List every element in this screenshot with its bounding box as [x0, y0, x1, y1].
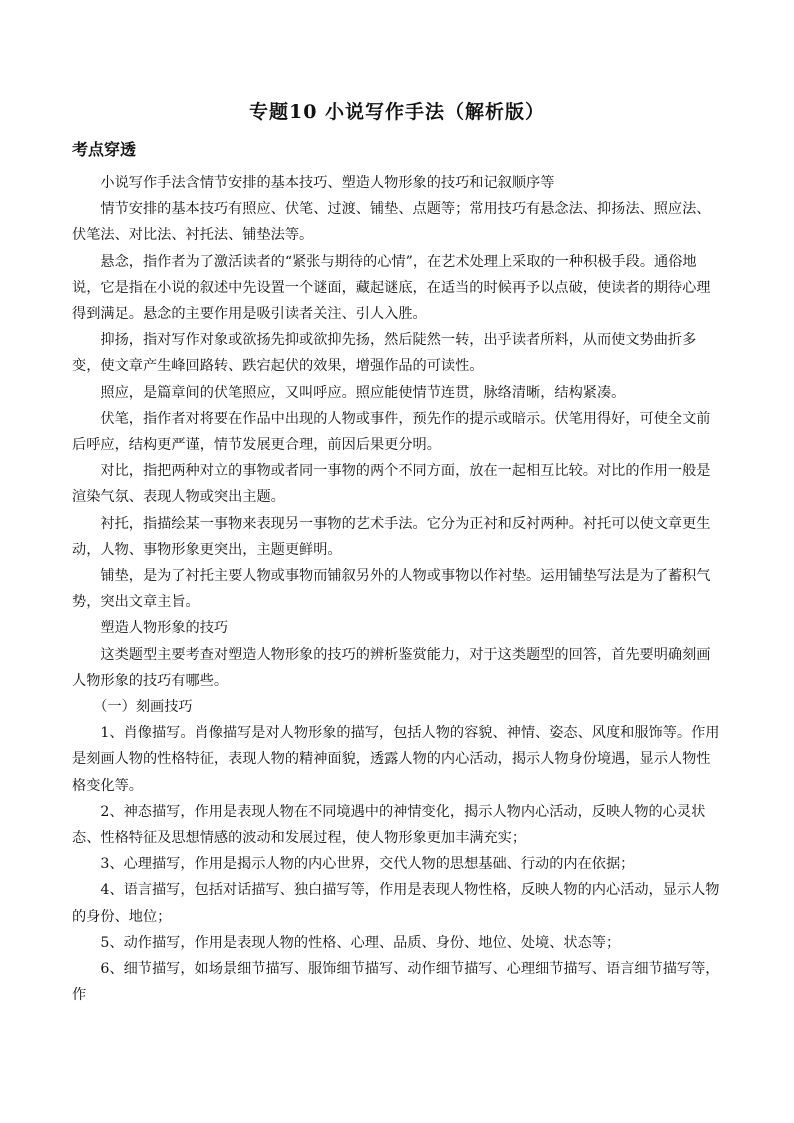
- paragraph: 5、动作描写，作用是表现人物的性格、心理、品质、身份、地位、处境、状态等；: [100, 934, 621, 951]
- paragraph: 3、心理描写，作用是揭示人物的内心世界，交代人物的思想基础、行动的内在依据；: [100, 856, 635, 873]
- paragraph: 抑扬，指对写作对象或欲扬先抑或欲抑先扬，然后陡然一转，出乎读者所料，从而使文势曲折多变，使文章产生峰回路转、跌宕起伏的效果，增强作品的可读性。: [72, 332, 697, 375]
- paragraph: 4、语言描写，包括对话描写、独白描写等，作用是表现人物性格，反映人物的内心活动，显示人物的身份、地位；: [72, 882, 720, 925]
- subheading: 塑造人物形象的技巧: [100, 620, 229, 637]
- paragraph: 对比，指把两种对立的事物或者同一事物的两个不同方面，放在一起相互比较。对比的作用一般是渲染气氛、表现人物或突出主题。: [72, 463, 711, 506]
- paragraph: 6、细节描写，如场景细节描写、服饰细节描写、动作细节描写、心理细节描写、语言细节描写等，作: [72, 961, 720, 1004]
- paragraph: 1、肖像描写。肖像描写是对人物形象的描写，包括人物的容貌、神情、姿态、风度和服饰等。作用是刻画人物的性格特征，表现人物的精神面貌，透露人物的内心活动，揭示人物身份境遇，显示人物性格变化等。: [72, 725, 720, 794]
- subheading: （一）刻画技巧: [93, 699, 193, 716]
- paragraph: 伏笔，指作者对将要在作品中出现的人物或事件，预先作的提示或暗示。伏笔用得好，可使全文前后呼应，结构更严谨，情节发展更合理，前因后果更分明。: [72, 410, 711, 454]
- paragraph: 衬托，指描绘某一事物来表现另一事物的艺术手法。它分为正衬和反衬两种。衬托可以使文章更生动，人物、事物形象更突出，主题更鲜明。: [72, 515, 711, 558]
- paragraph: 铺垫，是为了衬托主要人物或事物而铺叙另外的人物或事物以作衬垫。运用铺垫写法是为了蓄积气势，突出文章主旨。: [72, 568, 711, 611]
- body-text: [72, 170, 722, 1009]
- paragraph: 情节安排的基本技巧有照应、伏笔、过渡、铺垫、点题等；常用技巧有悬念法、抑扬法、照应法、伏笔法、对比法、衬托法、铺垫法等。: [72, 201, 711, 244]
- paragraph: 悬念，指作者为了激活读者的“紧张与期待的心情”，在艺术处理上采取的一种积极手段。通俗地说，它是指在小说的叙述中先设置一个谜面，藏起谜底，在适当的时候再予以点破，使读者的期待心理得到满足。悬念的主要作用是吸引读者关注、引人入胜。: [72, 253, 711, 323]
- page-title: 专题10 小说写作手法（解析版）: [248, 101, 546, 123]
- paragraph: 这类题型主要考查对塑造人物形象的技巧的辨析鉴赏能力，对于这类题型的回答，首先要明确刻画人物形象的技巧有哪些。: [72, 646, 711, 689]
- paragraph: 2、神态描写，作用是表现人物在不同境遇中的神情变化，揭示人物内心活动，反映人物的心灵状态、性格特征及思想情感的波动和发展过程，使人物形象更加丰满充实；: [72, 803, 706, 847]
- section-heading: 考点穿透: [72, 140, 137, 159]
- paragraph: 照应，是篇章间的伏笔照应，又叫呼应。照应能使情节连贯，脉络清晰，结构紧凑。: [100, 384, 626, 401]
- paragraph: 小说写作手法含情节安排的基本技巧、塑造人物形象的技巧和记叙顺序等: [100, 175, 555, 191]
